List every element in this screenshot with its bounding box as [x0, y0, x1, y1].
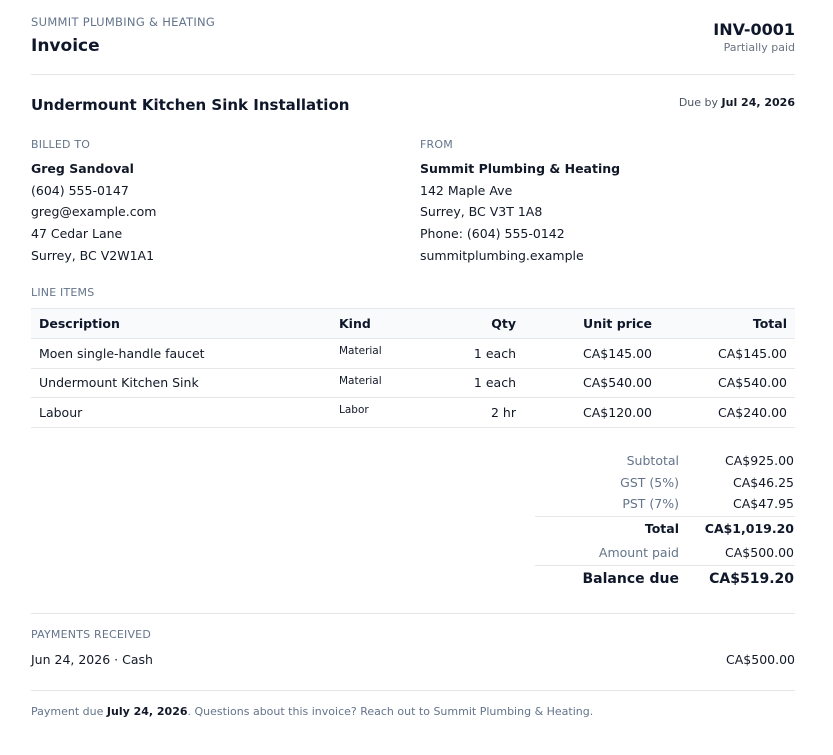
- column-header-qty: Qty: [431, 309, 524, 339]
- item-qty: 1 each: [431, 339, 524, 369]
- footer-suffix: . Questions about this invoice? Reach out to Summit Plumbing & Heating.: [187, 705, 594, 718]
- amount-paid-label: Amount paid: [598, 545, 679, 560]
- item-qty: 1 each: [431, 368, 524, 398]
- item-unit-price: CA$540.00: [524, 368, 660, 398]
- customer-name: Greg Sandoval: [31, 161, 134, 176]
- payments-divider: [31, 613, 795, 614]
- column-header-description: Description: [31, 309, 331, 339]
- footer-due-date: July 24, 2026: [106, 705, 188, 718]
- footer-divider: [31, 690, 795, 691]
- item-qty: 2 hr: [431, 398, 524, 428]
- payments-received-label: PAYMENTS RECEIVED: [31, 628, 152, 641]
- column-header-unit-price: Unit price: [524, 309, 660, 339]
- payment-description: Jun 24, 2026 · Cash: [31, 652, 153, 667]
- pst-row: [535, 493, 795, 515]
- customer-phone: (604) 555-0147: [31, 182, 129, 198]
- line-items-table: [31, 308, 795, 428]
- due-date-value: Jul 24, 2026: [721, 96, 795, 109]
- status-badge: Partially paid: [723, 41, 795, 54]
- item-total: CA$540.00: [660, 368, 795, 398]
- invoice-number: INV-0001: [713, 20, 795, 39]
- from-block: [420, 138, 720, 267]
- business-phone: Phone: (604) 555-0142: [420, 226, 565, 242]
- table-header-row: [31, 309, 795, 339]
- item-kind-text: Labor: [339, 404, 369, 417]
- customer-street: 47 Cedar Lane: [31, 226, 123, 242]
- item-total: CA$240.00: [660, 398, 795, 428]
- customer-email: greg@example.com: [31, 204, 157, 220]
- footer-prefix: Payment due: [31, 705, 104, 718]
- line-items-label: LINE ITEMS: [31, 286, 95, 299]
- footer-note: [31, 705, 593, 718]
- subtotal-row: [535, 450, 795, 472]
- table-row: [31, 368, 795, 398]
- balance-due-row: [535, 565, 795, 592]
- billed-to-block: [31, 138, 331, 267]
- job-title: Undermount Kitchen Sink Installation: [31, 96, 350, 114]
- item-description: Moen single-handle faucet: [31, 339, 331, 369]
- gst-value: CA$46.25: [732, 474, 794, 490]
- item-description: Labour: [31, 398, 331, 428]
- business-website: summitplumbing.example: [420, 247, 584, 263]
- item-kind: [331, 398, 431, 428]
- total-row: [535, 516, 795, 541]
- gst-label: GST (5%): [620, 474, 679, 490]
- balance-due-label: Balance due: [582, 570, 679, 587]
- customer-city: Surrey, BC V2W1A1: [31, 247, 155, 263]
- pst-label: PST (7%): [622, 496, 679, 512]
- item-kind: [331, 368, 431, 398]
- column-header-total: Total: [660, 309, 795, 339]
- business-street: 142 Maple Ave: [420, 182, 513, 198]
- item-kind: [331, 339, 431, 369]
- company-name: SUMMIT PLUMBING & HEATING: [31, 15, 216, 29]
- business-name: Summit Plumbing & Heating: [420, 161, 621, 176]
- item-total: CA$145.00: [660, 339, 795, 369]
- document-title: Invoice: [31, 36, 100, 56]
- table-row: [31, 398, 795, 428]
- totals-summary: [535, 450, 795, 592]
- subtotal-value: CA$925.00: [725, 453, 794, 469]
- billed-to-label: BILLED TO: [31, 138, 91, 151]
- amount-paid-row: [535, 541, 795, 565]
- item-kind-text: Material: [339, 345, 382, 358]
- due-date: [679, 96, 795, 109]
- balance-due-value: CA$519.20: [709, 570, 794, 587]
- item-kind-text: Material: [339, 374, 382, 387]
- amount-paid-value: CA$500.00: [725, 545, 794, 560]
- item-unit-price: CA$145.00: [524, 339, 660, 369]
- total-value: CA$1,019.20: [704, 521, 794, 536]
- table-row: [31, 339, 795, 369]
- header-divider: [31, 74, 795, 75]
- business-city: Surrey, BC V3T 1A8: [420, 204, 543, 220]
- gst-row: [535, 472, 795, 494]
- total-label: Total: [644, 521, 679, 536]
- column-header-kind: Kind: [331, 309, 431, 339]
- item-description: Undermount Kitchen Sink: [31, 368, 331, 398]
- pst-value: CA$47.95: [732, 496, 794, 512]
- item-unit-price: CA$120.00: [524, 398, 660, 428]
- payment-amount: CA$500.00: [726, 652, 795, 667]
- due-prefix: Due by: [678, 96, 719, 109]
- subtotal-label: Subtotal: [626, 453, 679, 469]
- from-label: FROM: [420, 138, 453, 151]
